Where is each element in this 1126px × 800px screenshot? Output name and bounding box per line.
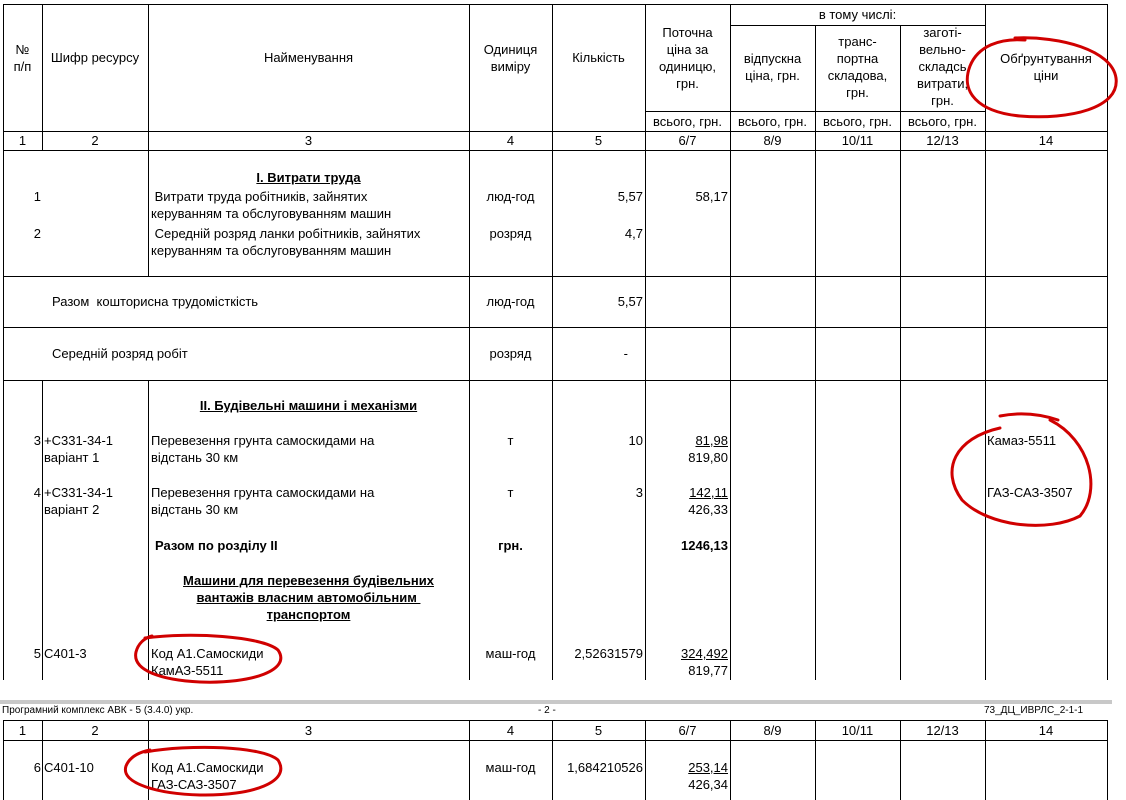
colnum-4: 4	[506, 133, 515, 148]
header-transport-line4: грн.	[846, 85, 869, 100]
total-label-1: всього, грн.	[653, 114, 722, 129]
row-number: 2	[33, 226, 41, 241]
total-label-3: всього, грн.	[823, 114, 892, 129]
colnum-8: 10/11	[841, 723, 874, 738]
header-procure	[900, 24, 985, 109]
row-price-unit: 81,98	[695, 433, 728, 448]
subtotal-unit: грн.	[498, 538, 523, 553]
colnum-1: 1	[18, 723, 27, 738]
subsection-title	[148, 572, 469, 623]
header-transport	[815, 33, 900, 101]
header-price	[645, 24, 730, 92]
header-unit	[469, 41, 552, 75]
summary-unit: люд-год	[486, 294, 535, 309]
colnum-7: 8/9	[763, 133, 782, 148]
row-code	[44, 484, 113, 518]
summary-unit: розряд	[489, 346, 532, 361]
subsection-title-line2: вантажів власним автомобільним	[196, 590, 421, 605]
row-number: 3	[33, 433, 41, 448]
row-code-line2: варіант 1	[44, 450, 100, 465]
row-justify: Камаз-5511	[987, 433, 1057, 448]
colnum-2: 2	[91, 133, 99, 148]
colnum-4: 4	[506, 723, 515, 738]
row-price-total: 819,80	[688, 450, 728, 465]
header-qty: Кількість	[572, 50, 625, 65]
colnum-10: 14	[1038, 723, 1054, 738]
row-code	[44, 432, 113, 466]
header-procure-line5: грн.	[931, 93, 954, 108]
row-price-unit: 324,492	[681, 646, 728, 661]
row-number: 5	[33, 646, 41, 661]
row-name	[151, 225, 420, 259]
header-justify-line1: Обґрунтування	[1000, 51, 1092, 66]
row-name	[151, 645, 263, 679]
row-price-unit: 142,11	[689, 485, 728, 500]
subsection-title-line3: транспортом	[266, 607, 351, 622]
row-qty: 4,7	[624, 226, 643, 241]
subtotal-value: 1246,13	[681, 538, 728, 553]
row-code: С401-10	[44, 760, 94, 775]
colnum-9: 12/13	[926, 723, 959, 738]
header-procure-line4: витрати,	[916, 76, 969, 91]
row-number: 6	[33, 760, 41, 775]
row-qty: 10	[628, 433, 643, 448]
colnum-10: 14	[1038, 133, 1054, 148]
row-price-total: 819,77	[688, 663, 728, 678]
row-qty: 1,684210526	[567, 760, 643, 775]
summary-qty: -	[623, 346, 628, 361]
header-num-line2: п/п	[13, 59, 32, 74]
row-name-line1: Код А1.Самоскиди	[151, 760, 264, 775]
header-price-line3: одиницю,	[658, 59, 717, 74]
row-code-line2: варіант 2	[44, 502, 100, 517]
colnum-2: 2	[91, 723, 99, 738]
header-procure-line2: вельно-	[919, 42, 966, 57]
row-price-unit: 253,14	[688, 760, 728, 775]
row-name-line2: керуванням та обслуговуванням машин	[151, 206, 392, 221]
header-justify-line2: ціни	[1033, 68, 1059, 83]
footer-program: Програмний комплекс АВК - 5 (3.4.0) укр.	[2, 705, 194, 716]
summary-qty: 5,57	[617, 294, 643, 309]
header-price-line2: ціна за	[666, 42, 709, 57]
row-qty: 2,52631579	[574, 646, 643, 661]
colnum-5: 5	[594, 133, 603, 148]
footer-doc-code: 73_ДЦ_ИВРЛС_2-1-1	[984, 705, 1084, 716]
row-price-total: 426,33	[688, 502, 728, 517]
header-sale	[730, 50, 815, 84]
row-justify: ГАЗ-САЗ-3507	[987, 485, 1073, 500]
header-code: Шифр ресурсу	[50, 50, 140, 65]
row-name-line1: Код А1.Самоскиди	[151, 646, 264, 661]
row-price-total: 426,34	[688, 777, 728, 792]
row-name	[151, 759, 263, 793]
row-number: 1	[33, 189, 41, 204]
row-price	[645, 484, 728, 518]
header-num	[3, 41, 42, 75]
row-price	[645, 759, 728, 793]
footer-page: - 2 -	[538, 705, 556, 716]
subsection-title-line1: Машини для перевезення будівельних	[183, 573, 434, 588]
row-price	[645, 432, 728, 466]
colnum-3: 3	[304, 133, 313, 148]
colnum-1: 1	[18, 133, 27, 148]
row-name	[151, 188, 391, 222]
header-transport-line3: складова,	[827, 68, 888, 83]
header-transport-line2: портна	[836, 51, 879, 66]
header-procure-line1: загoті-	[923, 25, 962, 40]
colnum-5: 5	[594, 723, 603, 738]
row-code-line1: +С331-34-1	[44, 485, 114, 500]
header-transport-line1: транс-	[838, 34, 877, 49]
header-sale-line2: ціна, грн.	[745, 68, 800, 83]
row-code-line1: +С331-34-1	[44, 433, 114, 448]
row-qty: 5,57	[617, 189, 643, 204]
row-unit: розряд	[489, 226, 532, 241]
row-number: 4	[33, 485, 41, 500]
row-name-line2: відстань 30 км	[151, 502, 239, 517]
total-label-4: всього, грн.	[908, 114, 977, 129]
row-name-line1: Перевезення грунта самоскидами на	[151, 433, 375, 448]
colnum-7: 8/9	[763, 723, 782, 738]
row-code: С401-3	[44, 646, 87, 661]
row-unit: маш-год	[485, 760, 536, 775]
section2-title: II. Будівельні машини і механізми	[199, 398, 418, 413]
row-name	[151, 432, 374, 466]
colnum-3: 3	[304, 723, 313, 738]
header-price-line4: грн.	[676, 76, 699, 91]
header-unit-line1: Одиниця	[483, 42, 538, 57]
summary-label: Середній розряд робіт	[52, 346, 188, 361]
row-unit: т	[507, 485, 514, 500]
colnum-6: 6/7	[678, 723, 697, 738]
header-procure-line3: складсь	[918, 59, 967, 74]
row-qty: 3	[635, 485, 643, 500]
header-price-line1: Поточна	[662, 25, 713, 40]
row-price: 58,17	[695, 189, 728, 204]
row-name-line2: відстань 30 км	[151, 450, 239, 465]
header-sale-line1: відпускна	[743, 51, 802, 66]
header-num-line1: №	[15, 42, 30, 57]
row-name	[151, 484, 374, 518]
row-unit: т	[507, 433, 514, 448]
row-unit: люд-год	[486, 189, 535, 204]
header-justify	[985, 50, 1107, 84]
header-incl: в тому числі:	[818, 7, 897, 22]
total-label-2: всього, грн.	[738, 114, 807, 129]
row-name-line2: КамАЗ-5511	[151, 663, 224, 678]
row-name-line2: ГАЗ-САЗ-3507	[151, 777, 237, 792]
row-name-line1: Перевезення грунта самоскидами на	[151, 485, 375, 500]
row-unit: маш-год	[485, 646, 536, 661]
subtotal-label: Разом по розділу II	[155, 538, 278, 553]
row-price	[645, 645, 728, 679]
colnum-6: 6/7	[678, 133, 697, 148]
header-unit-line2: виміру	[490, 59, 531, 74]
row-name-line1: Витрати труда робітників, зайнятих	[151, 189, 368, 204]
colnum-8: 10/11	[841, 133, 874, 148]
summary-label: Разом кошторисна трудомісткість	[52, 294, 259, 309]
row-name-line2: керуванням та обслуговуванням машин	[151, 243, 392, 258]
section1-title: I. Витрати труда	[256, 170, 361, 185]
header-name: Найменування	[263, 50, 354, 65]
colnum-9: 12/13	[926, 133, 959, 148]
row-name-line1: Середній розряд ланки робітників, зайнятих	[151, 226, 421, 241]
